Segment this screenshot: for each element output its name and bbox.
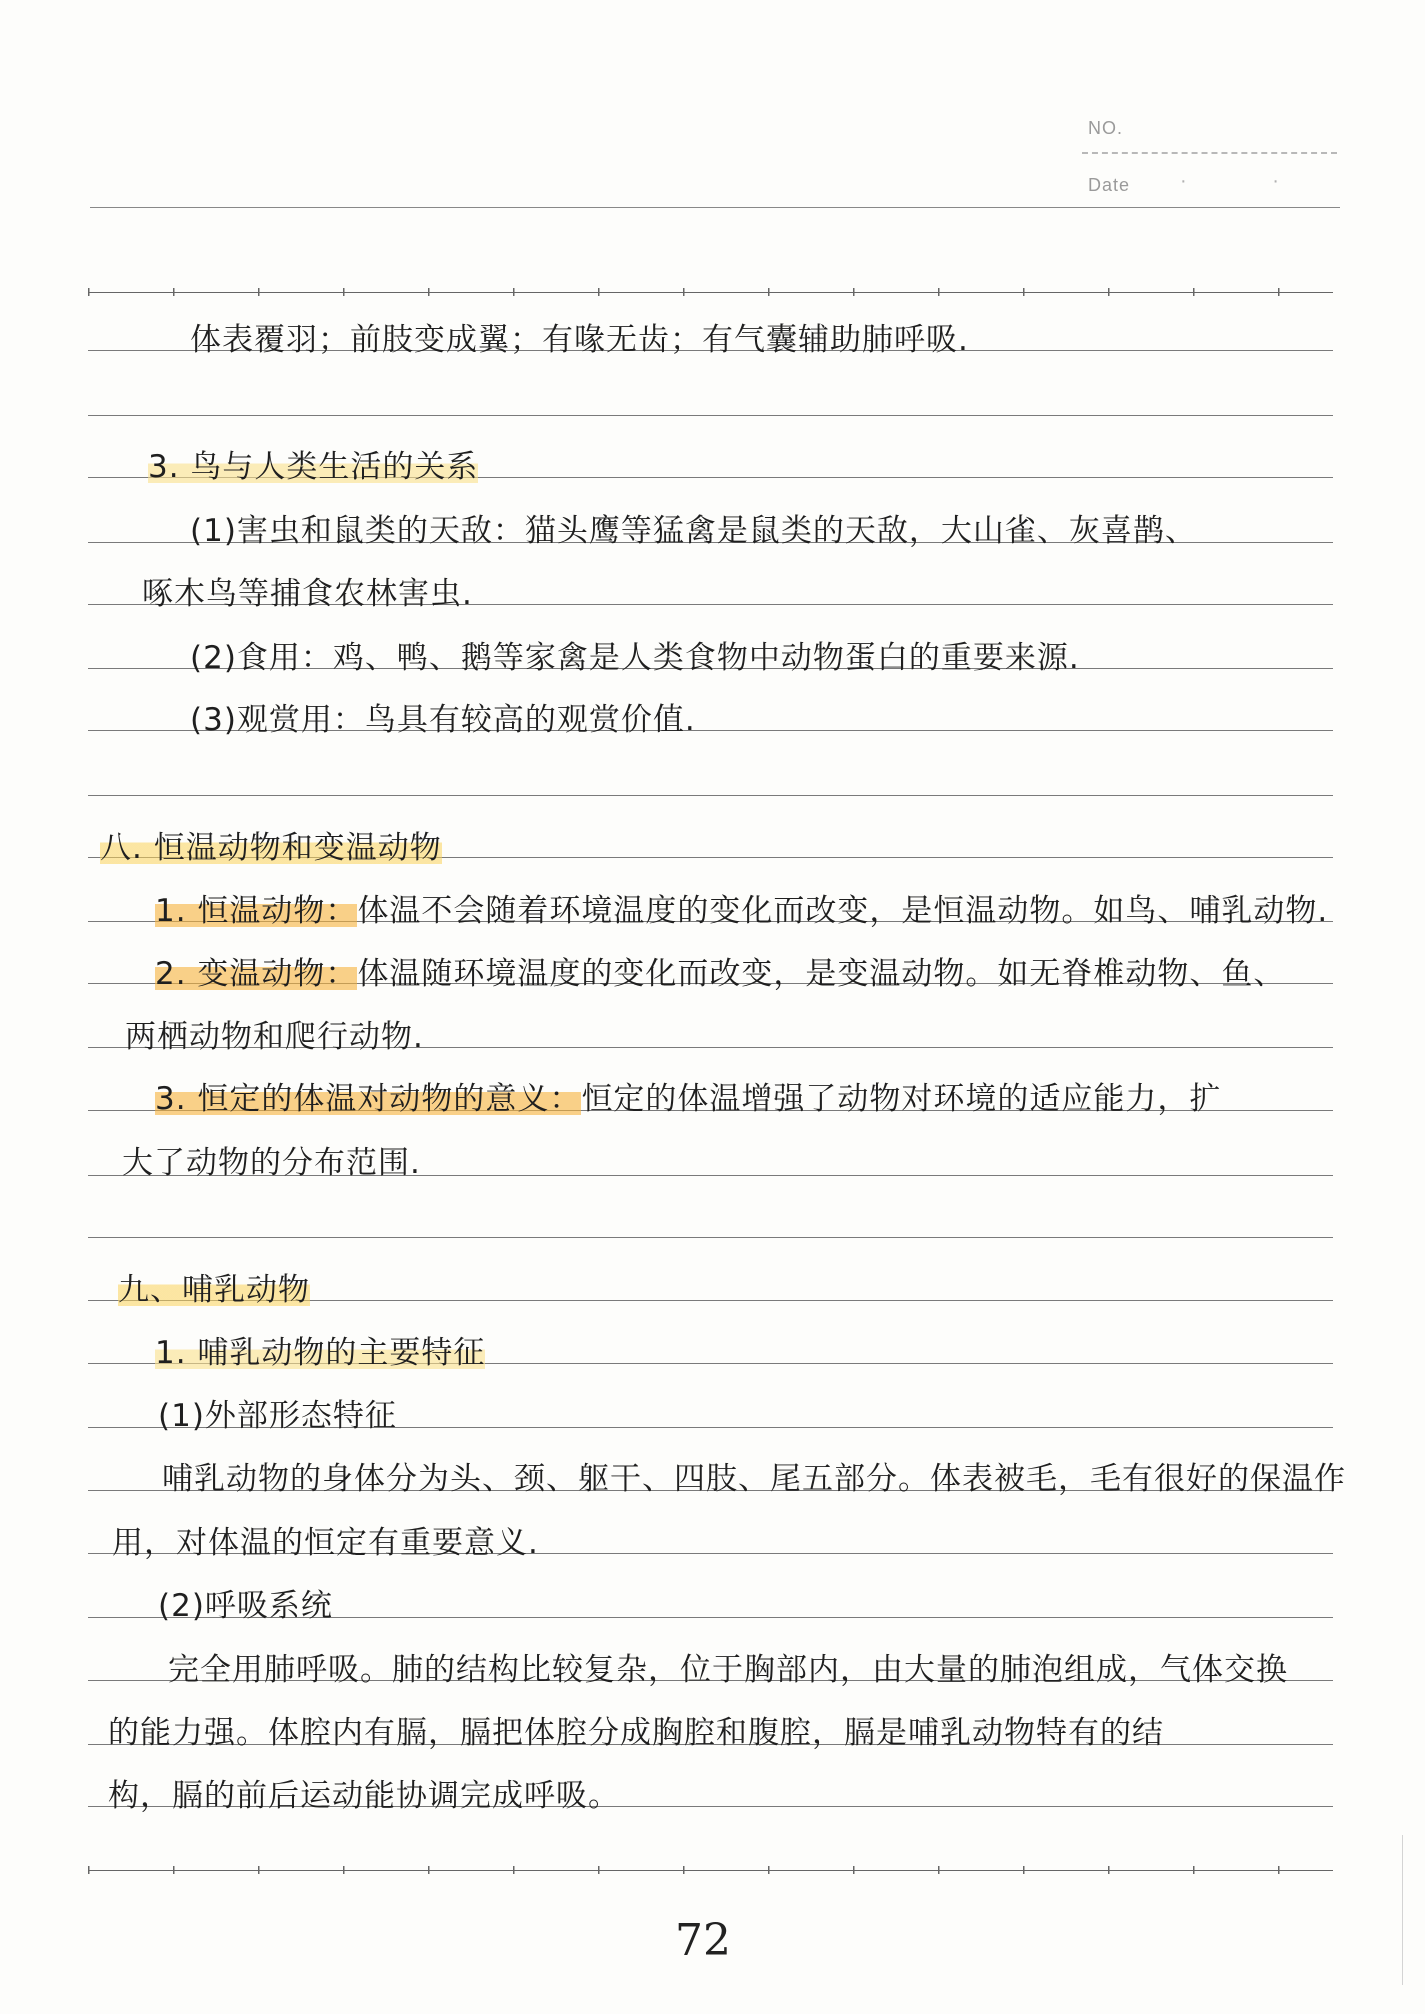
text-line: 用，对体温的恒定有重要意义. (112, 1525, 539, 1561)
ruled-line (88, 1237, 1333, 1238)
text-rest: 体温随环境温度的变化而改变，是变温动物。如无脊椎动物、鱼、 (357, 956, 1286, 992)
text-rest: 恒定的体温增强了动物对环境的适应能力，扩 (581, 1081, 1222, 1117)
text-line (155, 1073, 1221, 1118)
highlighted-term: 3. 恒定的体温对动物的意义： (155, 1081, 582, 1117)
page-number: 72 (675, 1915, 731, 1966)
text-line: 体表覆羽；前肢变成翼；有喙无齿；有气囊辅助肺呼吸. (190, 322, 969, 358)
text-rest: 体温不会随着环境温度的变化而改变，是恒温动物。如鸟、哺乳动物. (357, 893, 1329, 929)
text-line: 构，膈的前后运动能协调完成呼吸。 (108, 1778, 620, 1814)
ruled-line (88, 795, 1333, 796)
text-line (155, 948, 1285, 993)
text-line: (2)呼吸系统 (158, 1588, 333, 1624)
text-line: 的能力强。体腔内有膈，膈把体腔分成胸腔和腹腔，膈是哺乳动物特有的结 (108, 1715, 1164, 1751)
ruled-line (88, 292, 1333, 293)
header-no-label: NO. (1088, 118, 1124, 138)
highlighted-term: 1. 恒温动物： (155, 893, 358, 929)
highlighted-term: 2. 变温动物： (155, 956, 358, 992)
text-line: (2)食用：鸡、鸭、鹅等家禽是人类食物中动物蛋白的重要来源. (190, 640, 1080, 676)
section-heading (100, 822, 442, 867)
text-line: (3)观赏用：鸟具有较高的观赏价值. (190, 702, 696, 738)
text-line: 哺乳动物的身体分为头、颈、躯干、四肢、尾五部分。体表被毛，毛有很好的保温作 (162, 1461, 1346, 1497)
text-line: 完全用肺呼吸。肺的结构比较复杂，位于胸部内，由大量的肺泡组成，气体交换 (168, 1652, 1288, 1688)
header-date-label: Date (1088, 175, 1131, 195)
text-line: 两栖动物和爬行动物. (125, 1019, 424, 1055)
subheading (155, 1327, 485, 1372)
text-line: (1)外部形态特征 (158, 1398, 397, 1434)
highlighted-heading: 3. 鸟与人类生活的关系 (148, 449, 479, 485)
header-no-dashed-line (1082, 152, 1337, 154)
highlighted-subheading: 1. 哺乳动物的主要特征 (155, 1335, 486, 1371)
ruled-line (88, 1870, 1333, 1871)
section-heading (148, 441, 478, 486)
header-rule (90, 207, 1340, 208)
text-line: (1)害虫和鼠类的天敌：猫头鹰等猛禽是鼠类的天敌，大山雀、灰喜鹊、 (190, 513, 1197, 549)
text-line: 啄木鸟等捕食农林害虫. (142, 576, 473, 612)
highlighted-heading: 八. 恒温动物和变温动物 (100, 830, 442, 866)
section-heading (118, 1264, 310, 1309)
page-edge-shadow (1402, 1835, 1403, 1985)
header-date-dots: · · (1180, 170, 1319, 192)
text-line (155, 885, 1328, 930)
highlighted-heading: 九、哺乳动物 (118, 1272, 310, 1308)
ruled-line (88, 415, 1333, 416)
text-line: 大了动物的分布范围. (122, 1145, 421, 1181)
